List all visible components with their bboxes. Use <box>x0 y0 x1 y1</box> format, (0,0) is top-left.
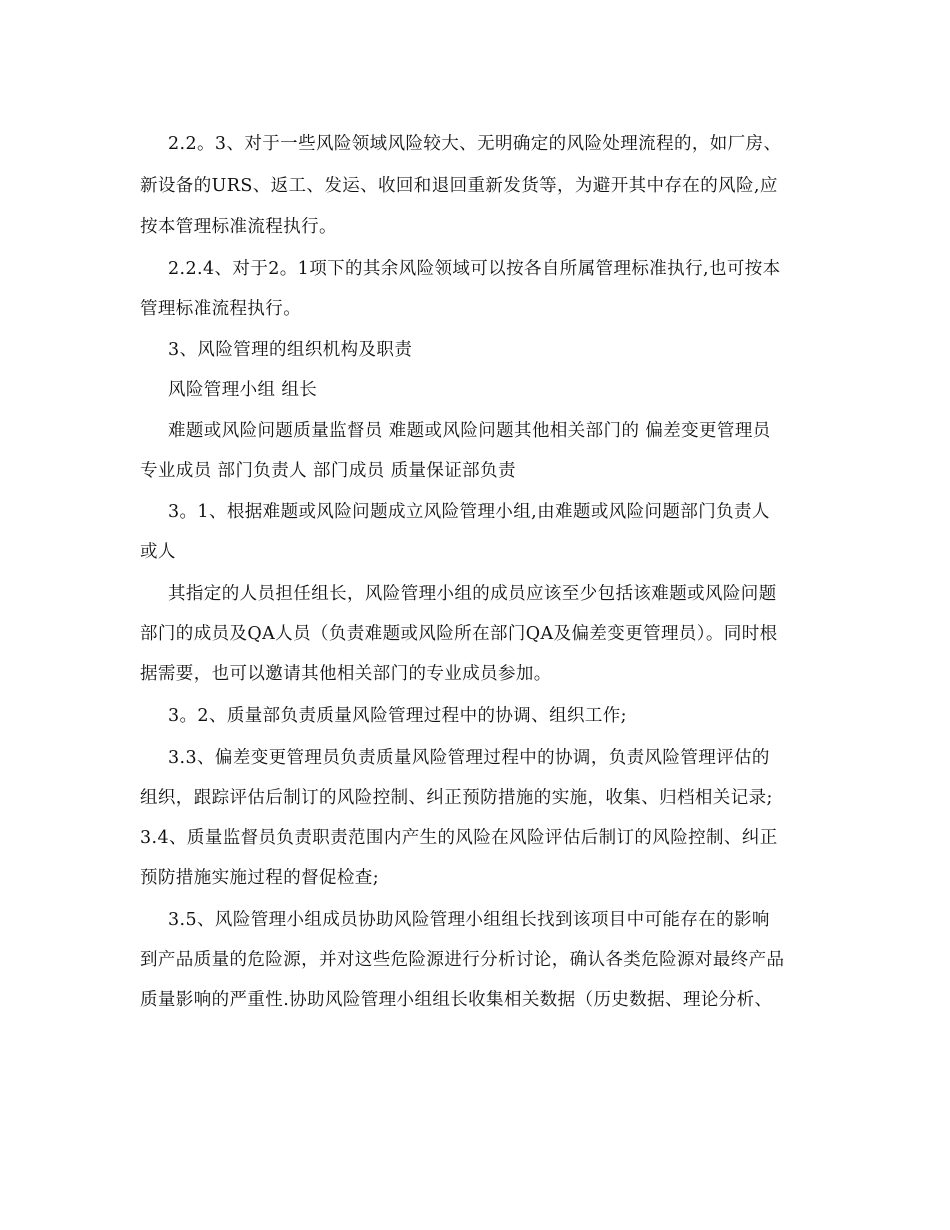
paragraph-line: 或人 <box>140 542 176 562</box>
paragraph-line: 新设备的URS、返工、发运、收回和退回重新发货等，为避开其中存在的风险,应 <box>140 176 778 196</box>
org-chart-line: 难题或风险问题质量监督员 难题或风险问题其他相关部门的 偏差变更管理员 <box>168 421 771 441</box>
paragraph-line: 2.2。3、对于一些风险领域风险较大、无明确定的风险处理流程的，如厂房、 <box>168 134 782 154</box>
paragraph-line: 3.4、质量监督员负责职责范围内产生的风险在风险评估后制订的风险控制、纠正 <box>140 828 778 848</box>
paragraph-line: 部门的成员及QA人员（负责难题或风险所在部门QA及偏差变更管理员）。同时根 <box>140 624 778 644</box>
paragraph-line: 预防措施实施过程的督促检查; <box>140 868 379 888</box>
paragraph-line: 3.3、偏差变更管理员负责质量风险管理过程中的协调，负责风险管理评估的 <box>168 748 770 768</box>
paragraph-line: 3。2、质量部负责质量风险管理过程中的协调、组织工作; <box>168 706 627 726</box>
paragraph-line: 其指定的人员担任组长，风险管理小组的成员应该至少包括该难题或风险问题 <box>168 584 777 604</box>
paragraph-line: 组织，跟踪评估后制订的风险控制、纠正预防措施的实施，收集、归档相关记录; <box>140 788 773 808</box>
paragraph-line: 按本管理标准流程执行。 <box>140 217 337 237</box>
org-chart-line: 专业成员 部门负责人 部门成员 质量保证部负责 <box>140 461 516 481</box>
paragraph-line: 据需要，也可以邀请其他相关部门的专业成员参加。 <box>140 664 552 684</box>
org-chart-line: 风险管理小组 组长 <box>168 380 318 400</box>
paragraph-line: 质量影响的严重性.协助风险管理小组组长收集相关数据（历史数据、理论分析、 <box>140 990 773 1010</box>
section-heading: 3、风险管理的组织机构及职责 <box>168 340 413 360</box>
paragraph-line: 3。1、根据难题或风险问题成立风险管理小组,由难题或风险问题部门负责人 <box>168 502 770 522</box>
paragraph-line: 到产品质量的危险源，并对这些危险源进行分析讨论，确认各类危险源对最终产品 <box>140 950 785 970</box>
paragraph-line: 2.2.4、对于2。1项下的其余风险领域可以按各自所属管理标准执行,也可按本 <box>168 259 781 279</box>
paragraph-line: 3.5、风险管理小组成员协助风险管理小组组长找到该项目中可能存在的影响 <box>168 910 770 930</box>
paragraph-line: 管理标准流程执行。 <box>140 299 302 319</box>
